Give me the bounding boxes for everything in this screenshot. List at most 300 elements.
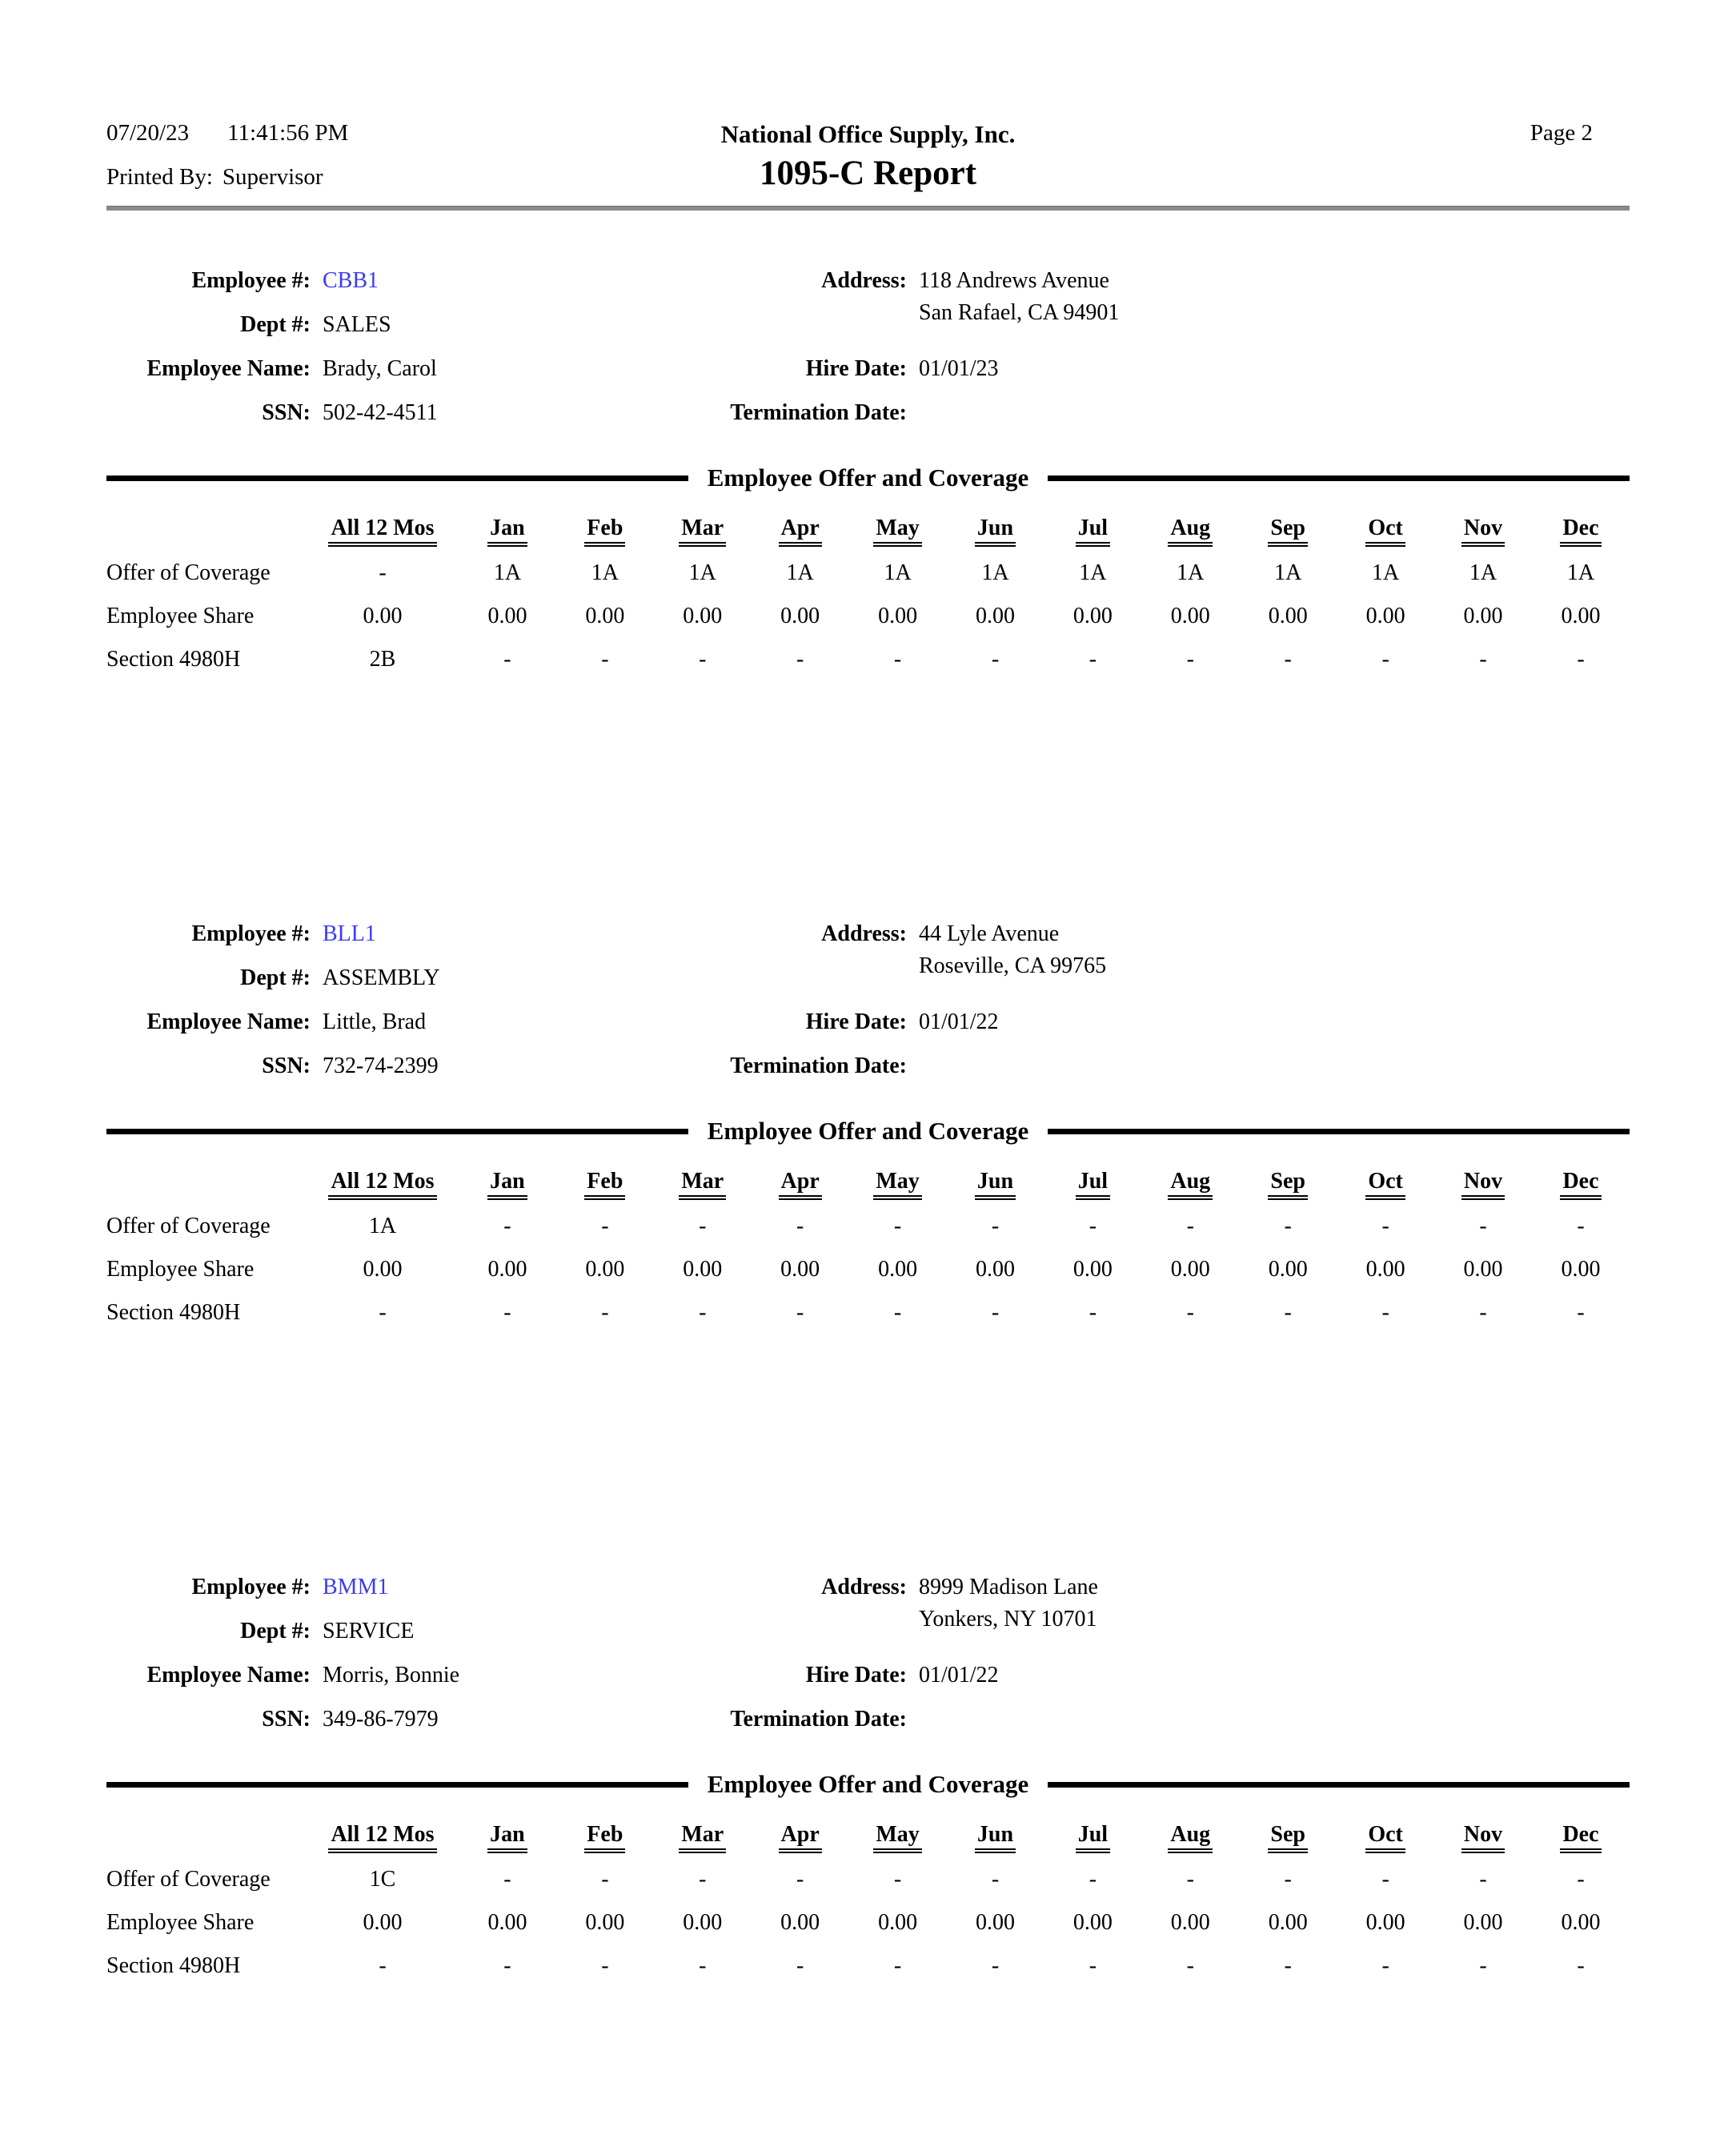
coverage-cell: - [796,647,804,672]
print-datetime [106,120,555,164]
coverage-cell: 0.00 [363,1257,403,1282]
divider-line-left [106,1129,688,1134]
coverage-column-label: All 12 Mos [328,516,436,547]
coverage-column-header [1434,1816,1532,1858]
coverage-column-label: Jul [1076,1822,1110,1853]
coverage-column-label: Mar [679,1169,726,1200]
address-line2: Yonkers, NY 10701 [919,1607,1097,1631]
coverage-column-header [849,510,947,552]
ssn-value: 502-42-4511 [323,400,438,425]
coverage-cell: - [699,1300,707,1325]
coverage-column-label: May [873,516,921,547]
coverage-column-header [1532,1816,1630,1858]
employee-number-row [106,912,671,956]
coverage-cell: - [796,1953,804,1978]
coverage-column-label: Mar [679,1822,726,1853]
address-label: Address: [821,1575,907,1599]
coverage-column-header [307,510,459,552]
coverage-column-header [556,1816,654,1858]
coverage-cell: 0.00 [1463,604,1503,628]
coverage-cell: - [699,1867,707,1892]
employee-info-left [106,912,671,1088]
coverage-cell: 0.00 [878,1257,918,1282]
coverage-cell: 0.00 [1170,604,1210,628]
coverage-column-label: Jun [975,1169,1016,1200]
coverage-cell: - [796,1867,804,1892]
coverage-cell: 0.00 [1463,1910,1503,1935]
coverage-cell: 0.00 [363,604,403,628]
coverage-cell: - [503,647,511,672]
coverage-cell: - [601,1867,609,1892]
address-line1: 118 Andrews Avenue [919,268,1109,293]
employee-number-value[interactable]: BLL1 [323,921,376,946]
coverage-column-label: Jul [1076,516,1110,547]
coverage-column-label: Jul [1076,1169,1110,1200]
print-time: 11:41:56 PM [227,120,349,146]
coverage-column-header [1044,1816,1141,1858]
coverage-column-label: May [873,1822,921,1853]
coverage-column-label: Apr [779,1169,822,1200]
coverage-cell: 0.00 [683,1257,723,1282]
dept-row [106,1609,671,1653]
coverage-column-header [1337,1163,1434,1205]
coverage-cell: - [1479,1867,1487,1892]
coverage-table [106,1816,1630,1988]
coverage-cell: - [1284,1953,1292,1978]
coverage-cell: 0.00 [1170,1257,1210,1282]
coverage-column-label: Sep [1268,1169,1308,1200]
coverage-cell: 0.00 [585,604,625,628]
coverage-cell: 0.00 [683,1910,723,1935]
coverage-column-label: Oct [1365,516,1405,547]
coverage-column-label: Nov [1461,516,1505,547]
coverage-cell: 0.00 [1365,604,1405,628]
coverage-cell: - [1479,1300,1487,1325]
coverage-cell: 0.00 [683,604,723,628]
coverage-cell: - [1577,1214,1585,1238]
coverage-column-header [1141,510,1239,552]
coverage-column-header [556,510,654,552]
coverage-cell: - [1284,1300,1292,1325]
hire-date-row [671,347,1630,391]
coverage-section-title: Employee Offer and Coverage [707,1117,1029,1145]
address-row [671,912,1630,1000]
coverage-cell: 0.00 [487,604,527,628]
coverage-column-header [1337,510,1434,552]
coverage-column-header [752,1816,849,1858]
coverage-cell: 1A [368,1214,397,1238]
employee-sections [106,259,1630,1988]
employee-name-label: Employee Name: [146,1663,311,1688]
dept-value: ASSEMBLY [323,965,440,990]
employee-record [106,1565,1630,1988]
coverage-cell: 0.00 [780,1910,820,1935]
page-number: Page 2 [1530,120,1593,146]
coverage-row-offer [106,1205,1630,1248]
coverage-cell: - [1089,1867,1097,1892]
coverage-cell: - [1186,647,1194,672]
coverage-column-header [1141,1816,1239,1858]
coverage-cell: 1C [369,1867,396,1892]
ssn-label: SSN: [262,1053,311,1078]
coverage-table [106,510,1630,681]
header-left [106,120,555,191]
coverage-column-label: Jan [487,1169,527,1200]
coverage-cell: - [893,1300,902,1325]
address-line2: Roseville, CA 99765 [919,953,1107,978]
ssn-row [106,1044,671,1088]
coverage-column-header [849,1816,947,1858]
coverage-cell: 0.00 [585,1910,625,1935]
address-value [919,259,1119,329]
termination-date-row [671,1697,1630,1741]
coverage-cell: - [1284,647,1292,672]
coverage-cell: - [991,647,1000,672]
coverage-column-header [947,1816,1044,1858]
coverage-column-header [459,510,556,552]
coverage-cell: - [1089,1953,1097,1978]
coverage-cell: - [503,1300,511,1325]
coverage-table-body [106,552,1630,681]
coverage-row-label: Employee Share [106,1910,255,1935]
coverage-header-spacer [106,1163,307,1205]
coverage-column-header [752,1163,849,1205]
coverage-cell: 0.00 [1561,1257,1601,1282]
employee-info [106,912,1630,1088]
coverage-cell: - [1186,1867,1194,1892]
coverage-column-label: Sep [1268,1822,1308,1853]
page-title: 1095-C Report [759,155,977,192]
dept-value: SALES [323,312,391,337]
coverage-cell: - [796,1214,804,1238]
ssn-row [106,391,671,435]
address-label: Address: [821,268,907,293]
termination-date-row [671,391,1630,435]
address-line1: 8999 Madison Lane [919,1575,1098,1599]
dept-value: SERVICE [323,1619,415,1643]
coverage-cell: - [1479,1214,1487,1238]
coverage-cell: 1A [1371,560,1400,585]
coverage-cell: - [1381,647,1389,672]
address-row [671,1565,1630,1653]
address-value [919,1565,1098,1635]
hire-date-value: 01/01/23 [919,356,999,381]
employee-number-row [106,259,671,303]
printed-by-value: Supervisor [222,164,323,190]
address-line2: San Rafael, CA 94901 [919,300,1120,325]
coverage-table-body [106,1858,1630,1988]
coverage-cell: 0.00 [363,1910,403,1935]
coverage-section-divider [106,464,1630,492]
coverage-cell: - [893,1867,902,1892]
coverage-row-label: Offer of Coverage [106,560,271,585]
coverage-column-header [1044,510,1141,552]
coverage-cell: - [1089,1214,1097,1238]
coverage-cell: - [1186,1214,1194,1238]
coverage-cell: - [991,1214,1000,1238]
coverage-column-header [947,510,1044,552]
employee-name-value: Morris, Bonnie [323,1663,460,1688]
dept-label: Dept #: [240,1619,311,1643]
coverage-column-header [849,1163,947,1205]
employee-name-label: Employee Name: [146,356,311,381]
termination-date-label: Termination Date: [730,400,907,425]
coverage-column-header [459,1816,556,1858]
coverage-column-label: May [873,1169,921,1200]
coverage-cell: 0.00 [1365,1257,1405,1282]
termination-date-label: Termination Date: [730,1053,907,1078]
coverage-section-title: Employee Offer and Coverage [707,464,1029,492]
coverage-cell: - [1186,1300,1194,1325]
employee-name-label: Employee Name: [146,1009,311,1034]
divider-line-right [1048,476,1630,481]
hire-date-label: Hire Date: [805,356,907,381]
report-header [106,120,1630,193]
coverage-cell: - [1381,1300,1389,1325]
coverage-cell: 0.00 [1170,1910,1210,1935]
employee-record [106,259,1630,681]
coverage-column-label: Jun [975,516,1016,547]
coverage-column-label: Feb [584,1169,625,1200]
coverage-cell: 0.00 [1268,1910,1308,1935]
coverage-cell: 1A [1469,560,1497,585]
printed-by-label: Printed By: [106,164,213,190]
coverage-section-title: Employee Offer and Coverage [707,1770,1029,1798]
coverage-cell: - [1577,647,1585,672]
coverage-cell: - [503,1953,511,1978]
address-row [671,259,1630,347]
print-date: 07/20/23 [106,120,190,146]
coverage-column-header [1434,510,1532,552]
coverage-cell: - [991,1300,1000,1325]
coverage-column-header [1239,1163,1337,1205]
coverage-column-header [1239,1816,1337,1858]
employee-name-row [106,347,671,391]
coverage-column-label: Aug [1168,1169,1213,1200]
coverage-row-label: Section 4980H [106,1953,241,1978]
coverage-column-header [307,1816,459,1858]
coverage-cell: - [1089,647,1097,672]
coverage-column-header [1337,1816,1434,1858]
coverage-cell: - [1479,647,1487,672]
coverage-cell: 2B [369,647,396,672]
coverage-table [106,1163,1630,1334]
coverage-row-label: Section 4980H [106,1300,241,1325]
coverage-column-header [1532,1163,1630,1205]
coverage-cell: 0.00 [975,604,1015,628]
coverage-cell: 0.00 [975,1910,1015,1935]
coverage-cell: - [1479,1953,1487,1978]
coverage-cell: - [503,1867,511,1892]
coverage-cell: 0.00 [1365,1910,1405,1935]
ssn-label: SSN: [262,400,311,425]
coverage-row-label: Offer of Coverage [106,1214,271,1238]
address-line1: 44 Lyle Avenue [919,921,1060,946]
coverage-cell: 1A [688,560,716,585]
coverage-cell: 0.00 [1072,1910,1113,1935]
coverage-cell: - [991,1867,1000,1892]
coverage-cell: 0.00 [780,1257,820,1282]
employee-info [106,1565,1630,1741]
coverage-column-label: Sep [1268,516,1308,547]
employee-number-label: Employee #: [191,1575,311,1599]
coverage-row-label: Offer of Coverage [106,1867,271,1892]
employee-name-row [106,1653,671,1697]
coverage-cell: 0.00 [1463,1257,1503,1282]
employee-number-value[interactable]: CBB1 [323,268,379,293]
coverage-cell: - [601,647,609,672]
coverage-cell: 1A [884,560,912,585]
coverage-table-body [106,1205,1630,1334]
coverage-column-header [459,1163,556,1205]
ssn-row [106,1697,671,1741]
termination-date-label: Termination Date: [730,1707,907,1732]
coverage-cell: - [1577,1867,1585,1892]
coverage-row-offer [106,552,1630,595]
coverage-column-label: Jun [975,1822,1016,1853]
coverage-column-label: Aug [1168,1822,1213,1853]
coverage-header-row [106,1163,1630,1205]
dept-label: Dept #: [240,312,311,337]
coverage-header-spacer [106,510,307,552]
coverage-column-label: Feb [584,1822,625,1853]
hire-date-value: 01/01/22 [919,1663,999,1688]
address-value [919,912,1106,982]
printed-by [106,164,555,191]
coverage-cell: - [379,1300,387,1325]
coverage-column-label: Aug [1168,516,1213,547]
employee-info-right [671,259,1630,435]
coverage-column-header [1141,1163,1239,1205]
coverage-section-divider [106,1770,1630,1799]
employee-info [106,259,1630,435]
company-name: National Office Supply, Inc. [720,120,1016,148]
coverage-row-label: Section 4980H [106,647,241,672]
coverage-cell: - [699,1214,707,1238]
employee-number-value[interactable]: BMM1 [323,1575,389,1599]
dept-label: Dept #: [240,965,311,990]
coverage-column-label: Dec [1560,1822,1601,1853]
coverage-column-label: Nov [1461,1822,1505,1853]
coverage-cell: 1A [1177,560,1205,585]
coverage-cell: - [1284,1214,1292,1238]
coverage-cell: 0.00 [1561,604,1601,628]
coverage-row-section_4980h [106,1944,1630,1988]
coverage-cell: - [601,1953,609,1978]
coverage-row-offer [106,1858,1630,1901]
termination-date-row [671,1044,1630,1088]
employee-info-right [671,912,1630,1088]
coverage-section-divider [106,1117,1630,1146]
coverage-cell: 1A [591,560,619,585]
coverage-cell: - [1577,1953,1585,1978]
coverage-cell: 1A [493,560,522,585]
coverage-column-header [1239,510,1337,552]
coverage-column-label: Nov [1461,1169,1505,1200]
coverage-cell: 0.00 [487,1257,527,1282]
coverage-column-label: Jan [487,516,527,547]
coverage-header-spacer [106,1816,307,1858]
hire-date-row [671,1653,1630,1697]
employee-record [106,912,1630,1334]
coverage-cell: 0.00 [585,1257,625,1282]
divider-line-left [106,476,688,481]
coverage-column-label: Oct [1365,1169,1405,1200]
coverage-cell: 1A [981,560,1009,585]
coverage-cell: - [1381,1214,1389,1238]
coverage-cell: - [991,1953,1000,1978]
dept-row [106,956,671,1000]
coverage-cell: - [601,1214,609,1238]
coverage-cell: - [1186,1953,1194,1978]
coverage-cell: - [893,1214,902,1238]
coverage-cell: - [699,647,707,672]
coverage-column-label: All 12 Mos [328,1822,436,1853]
coverage-cell: - [1577,1300,1585,1325]
coverage-row-share [106,595,1630,638]
coverage-cell: - [1381,1867,1389,1892]
hire-date-row [671,1000,1630,1044]
ssn-value: 349-86-7979 [323,1707,439,1732]
coverage-cell: 0.00 [487,1910,527,1935]
coverage-column-header [947,1163,1044,1205]
coverage-cell: 0.00 [1072,604,1113,628]
address-label: Address: [821,921,907,946]
ssn-label: SSN: [262,1707,311,1732]
coverage-cell: 0.00 [975,1257,1015,1282]
coverage-column-header [654,510,752,552]
coverage-cell: - [796,1300,804,1325]
coverage-column-header [654,1816,752,1858]
coverage-cell: 0.00 [1072,1257,1113,1282]
coverage-cell: - [893,1953,902,1978]
divider-line-right [1048,1782,1630,1788]
ssn-value: 732-74-2399 [323,1053,439,1078]
divider-line-left [106,1782,688,1788]
coverage-column-header [1044,1163,1141,1205]
coverage-column-label: Apr [779,1822,822,1853]
coverage-column-header [1532,510,1630,552]
hire-date-value: 01/01/22 [919,1009,999,1034]
coverage-cell: 0.00 [1268,1257,1308,1282]
employee-info-left [106,1565,671,1741]
coverage-column-label: Dec [1560,516,1601,547]
coverage-cell: - [379,1953,387,1978]
coverage-cell: 0.00 [878,1910,918,1935]
coverage-row-label: Employee Share [106,1257,255,1282]
coverage-column-label: All 12 Mos [328,1169,436,1200]
coverage-cell: - [379,560,387,585]
coverage-column-header [654,1163,752,1205]
coverage-cell: - [893,647,902,672]
coverage-column-label: Apr [779,516,822,547]
coverage-column-label: Oct [1365,1822,1405,1853]
employee-name-row [106,1000,671,1044]
header-divider [106,206,1630,211]
employee-name-value: Brady, Carol [323,356,437,381]
coverage-column-header [752,510,849,552]
coverage-cell: 1A [1274,560,1302,585]
dept-row [106,303,671,347]
coverage-cell: 1A [1079,560,1107,585]
hire-date-label: Hire Date: [805,1663,907,1688]
employee-number-label: Employee #: [191,268,311,293]
hire-date-label: Hire Date: [805,1009,907,1034]
coverage-cell: 1A [786,560,814,585]
coverage-cell: 1A [1566,560,1595,585]
coverage-cell: - [1381,1953,1389,1978]
coverage-cell: 0.00 [878,604,918,628]
